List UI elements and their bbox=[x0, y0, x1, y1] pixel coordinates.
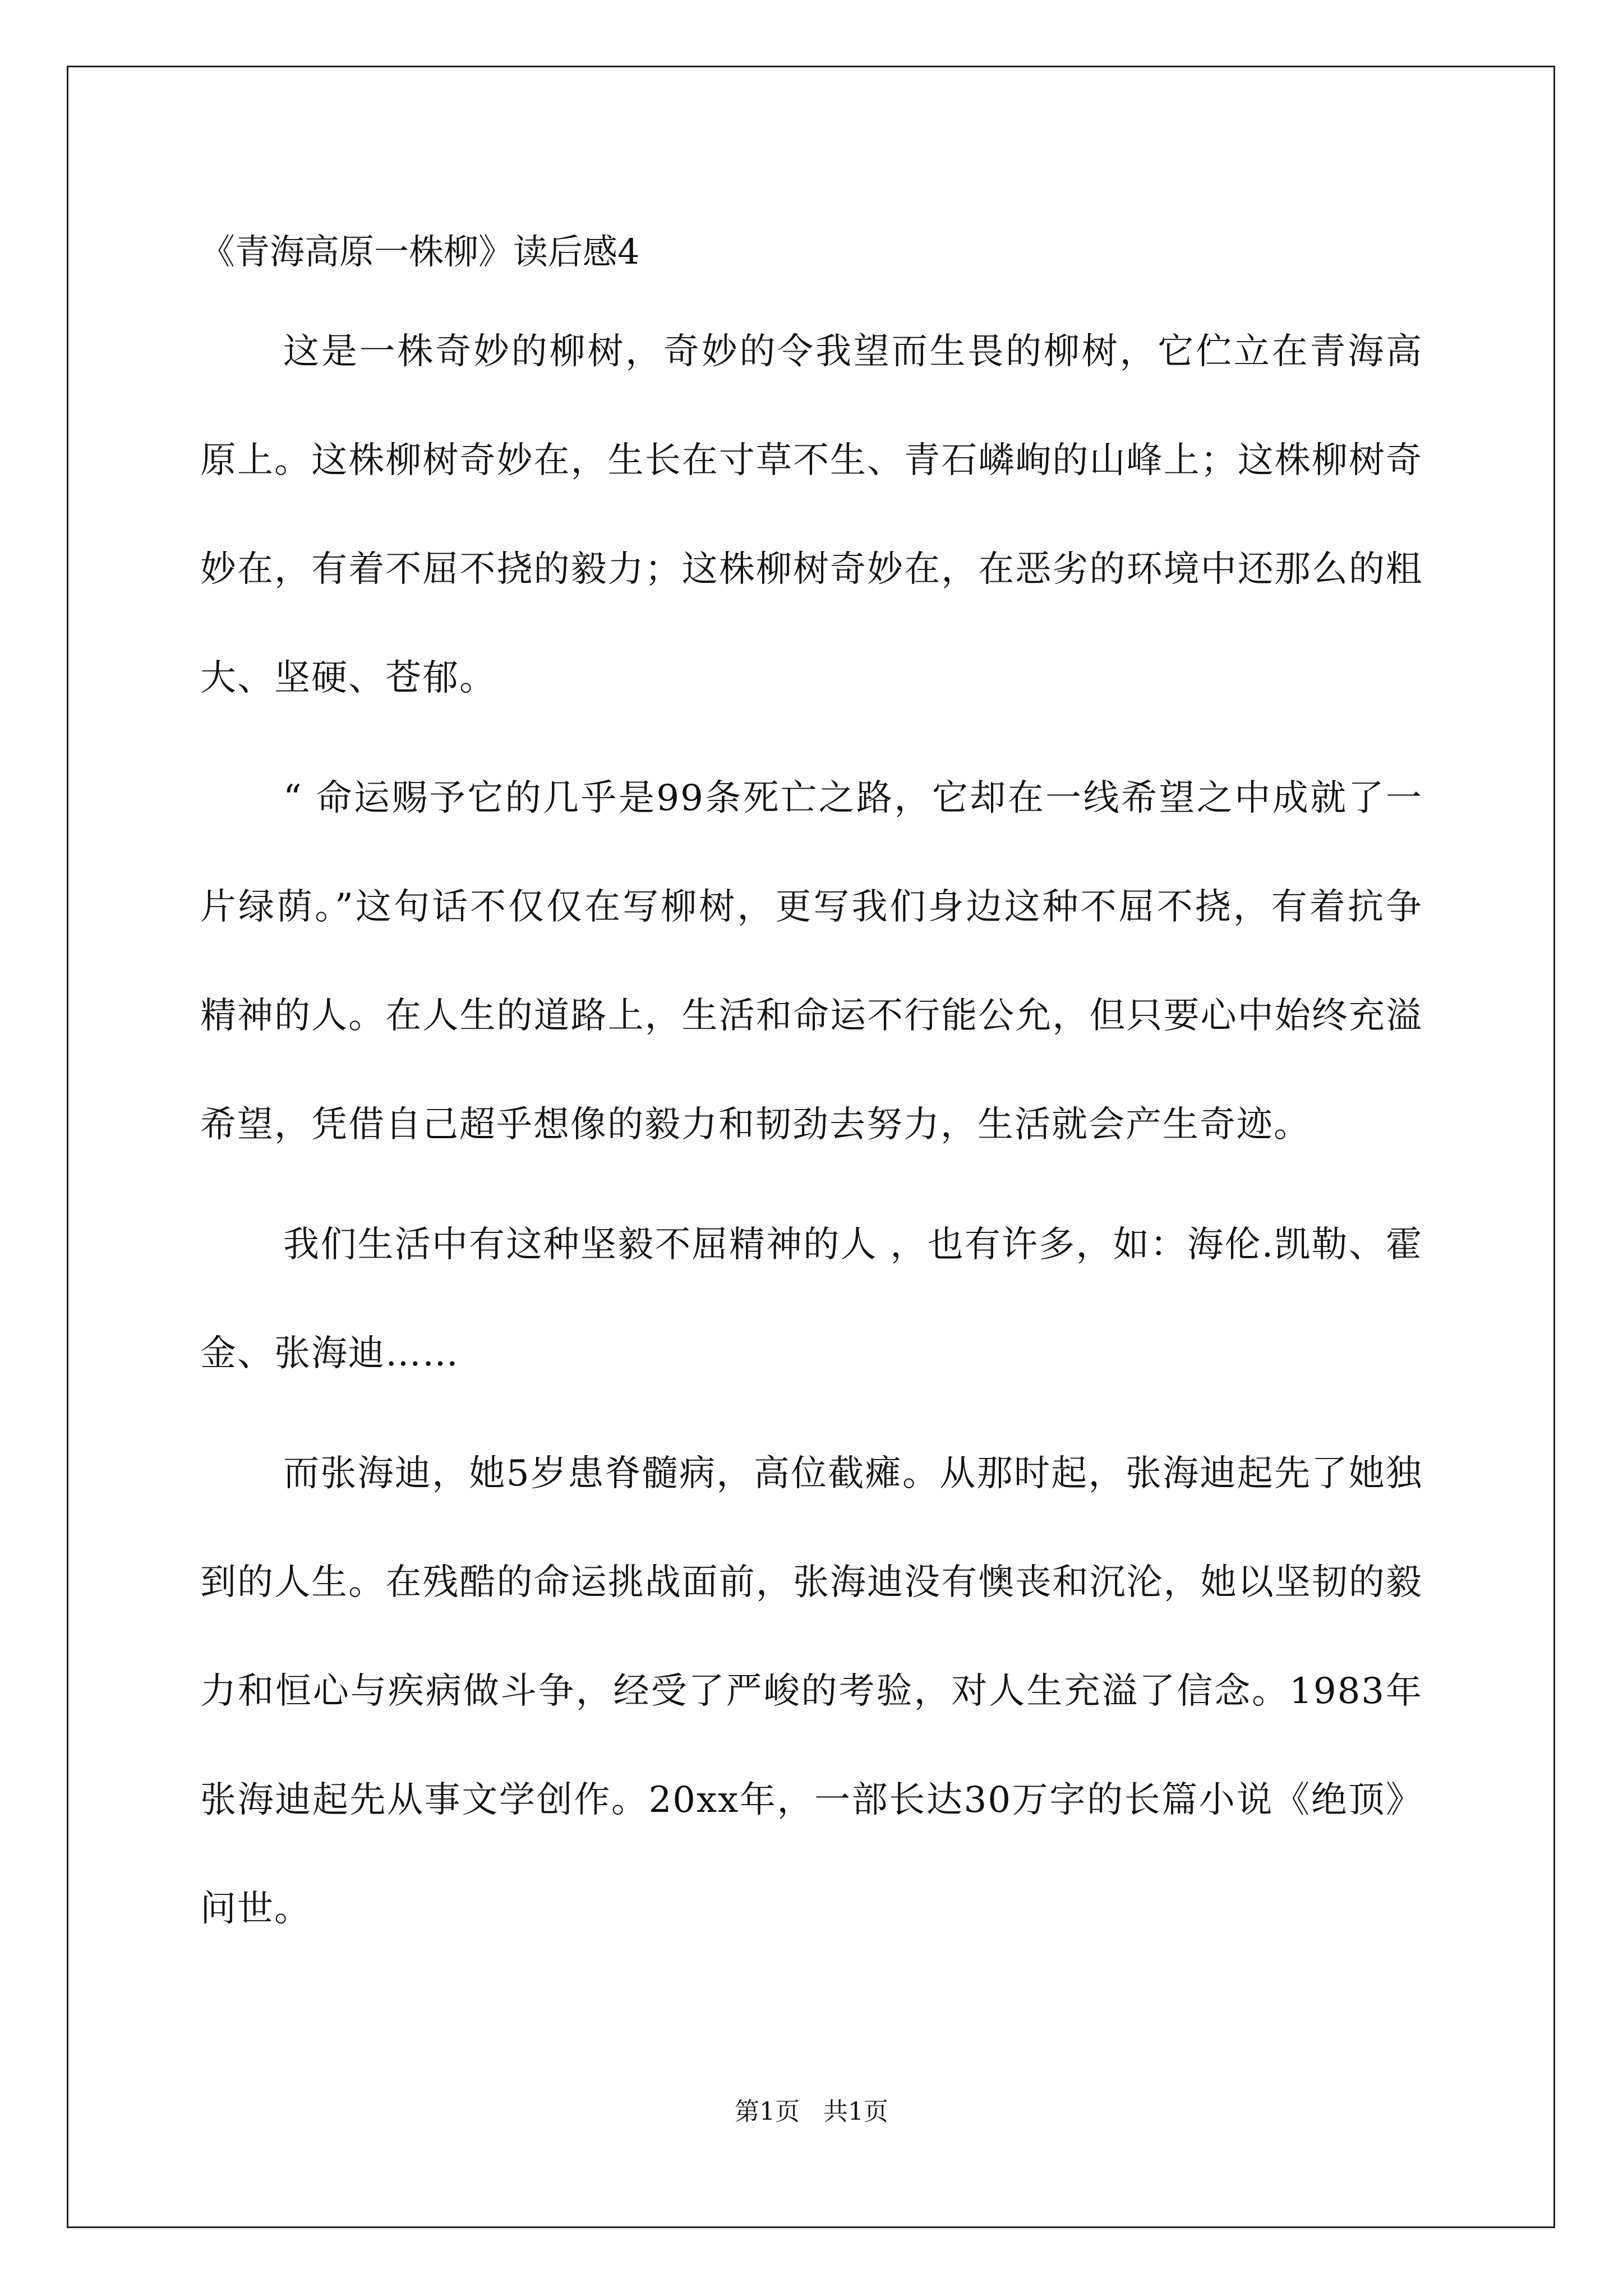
paragraph: 而张海迪，她5岁患脊髓病，高位截瘫。从那时起，张海迪起先了她独到的人生。在残酷的命运挑战面前，张海迪没有懊丧和沉沦，她以坚韧的毅力和恒心与疾病做斗争，经受了严峻的考验，对人生充溢了信念。1983年张海迪起先从事文学创作。20xx年，一部长达30万字的长篇小说《绝顶》问世。 bbox=[200, 1453, 1423, 1930]
page-number-footer: 第1页 共1页 bbox=[735, 2097, 888, 2126]
paragraph: 我们生活中有这种坚毅不屈精神的人 ，也有许多，如：海伦.凯勒、霍金、张海迪…… bbox=[200, 1224, 1423, 1374]
document-body bbox=[200, 297, 1423, 1975]
paragraph: “ 命运赐予它的几乎是99条死亡之路，它却在一线希望之中成就了一片绿荫。”这句话不仅仅在写柳树，更写我们身边这种不屈不挠，有着抗争精神的人。在人生的道路上，生活和命运不行能公允，但只要心中始终充溢希望，凭借自己超乎想像的毅力和韧劲去努力，生活就会产生奇迹。 bbox=[200, 777, 1423, 1145]
paragraph: 这是一株奇妙的柳树，奇妙的令我望而生畏的柳树，它伫立在青海高原上。这株柳树奇妙在，生长在寸草不生、青石嶙峋的山峰上；这株柳树奇妙在，有着不屈不挠的毅力；这株柳树奇妙在，在恶劣的环境中还那么的粗大、坚硬、苍郁。 bbox=[200, 331, 1423, 699]
document-title: 《青海高原一株柳》读后感4 bbox=[200, 231, 640, 272]
